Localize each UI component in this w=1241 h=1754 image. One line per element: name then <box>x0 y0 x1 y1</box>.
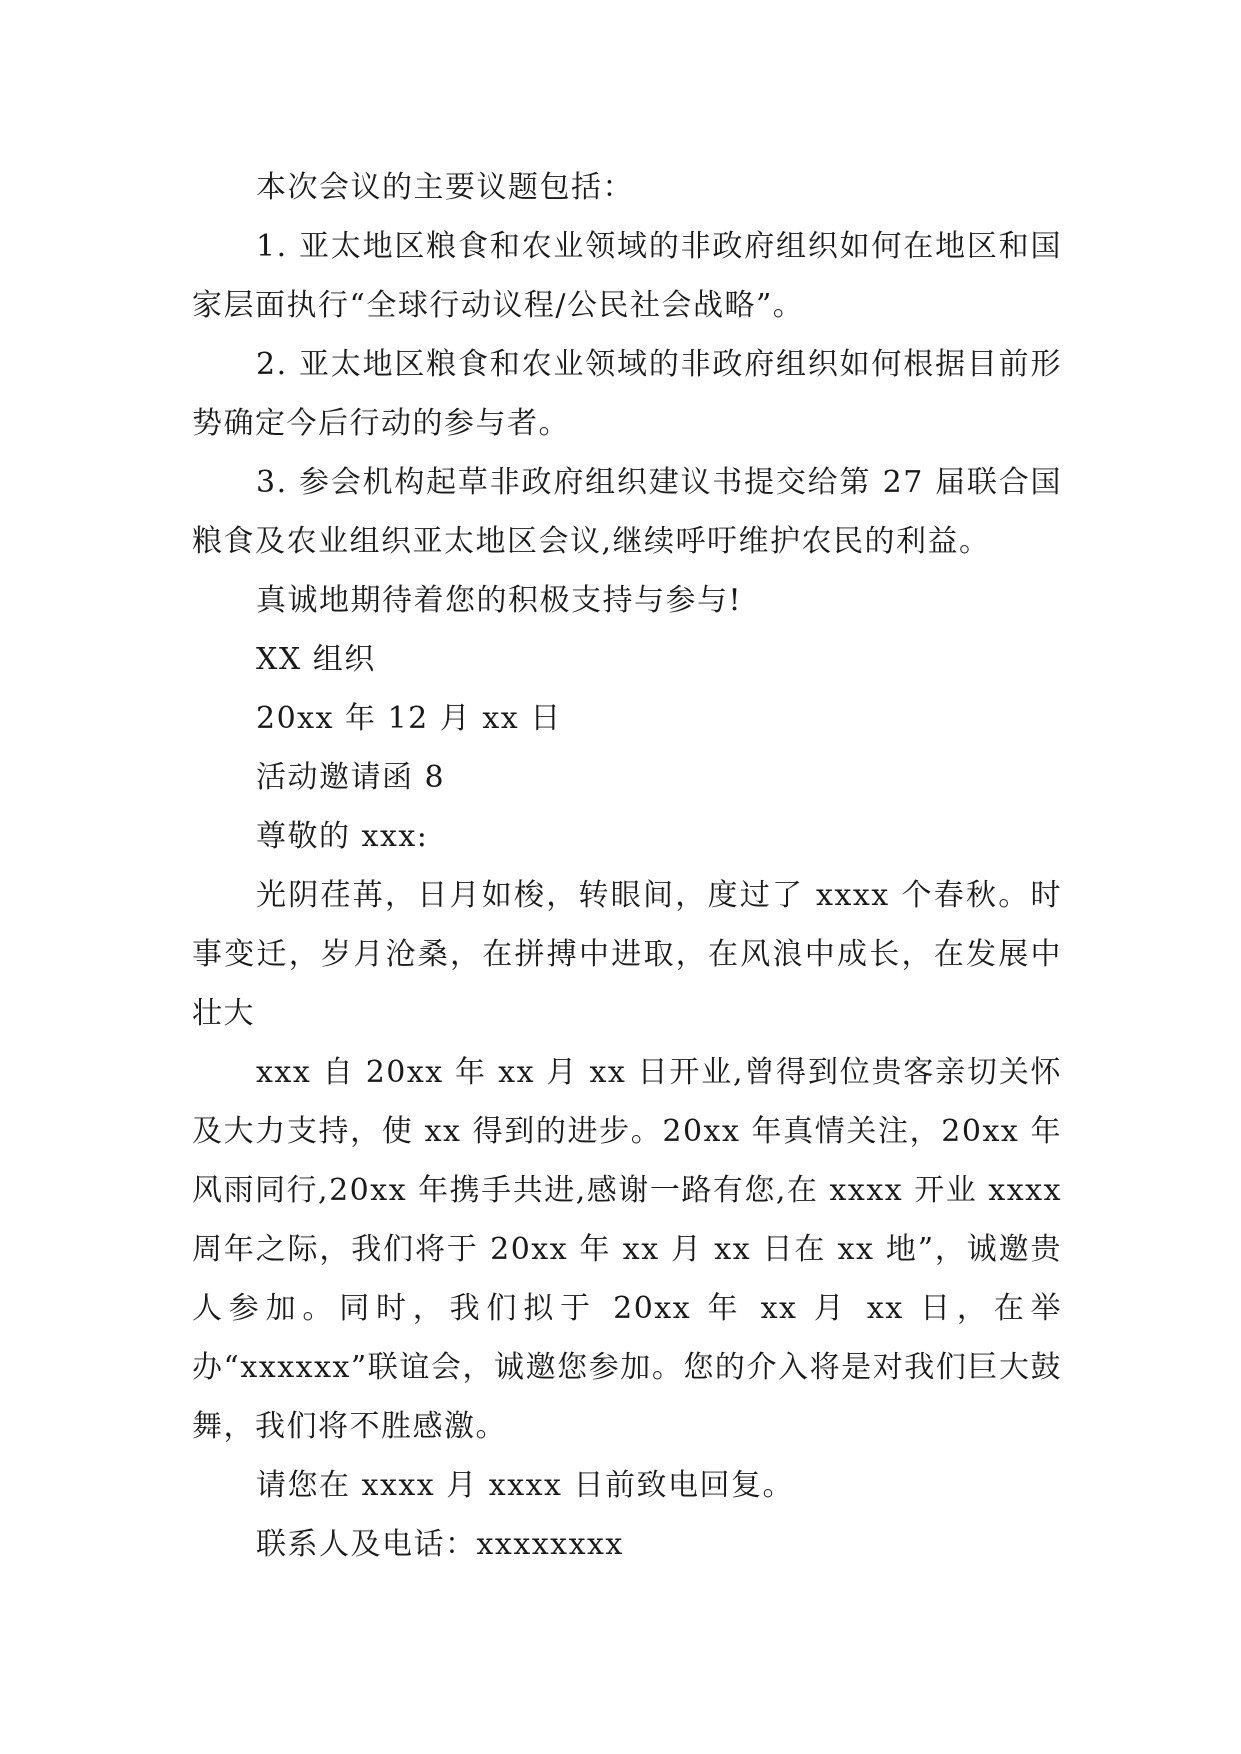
closing-line: 真诚地期待着您的积极支持与参与! <box>256 583 743 618</box>
agenda-intro: 本次会议的主要议题包括： <box>256 170 634 205</box>
contact-info: 联系人及电话：xxxxxxxx <box>256 1527 624 1562</box>
invitation-title: 活动邀请函 8 <box>256 760 446 795</box>
agenda-item-3: 3. 参会机构起草非政府组织建议书提交给第 27 届联合国粮食及农业组织亚太地区会议,继续呼吁维护农民的利益。 <box>192 465 1062 559</box>
rsvp-request: 请您在 xxxx 月 xxxx 日前致电回复。 <box>256 1468 794 1503</box>
agenda-item-2: 2. 亚太地区粮食和农业领域的非政府组织如何根据目前形势确定今后行动的参与者。 <box>192 347 1062 441</box>
signature-organization: XX 组织 <box>256 642 376 677</box>
body-paragraph-2: xxx 自 20xx 年 xx 月 xx 日开业,曾得到位贵客亲切关怀及大力支持，使 xx 得到的进步。20xx 年真情关注，20xx 年风雨同行,20xx 年携手共进,感谢一路有您,在 xxxx 开业 xxxx 周年之际，我们将于 20xx 年 xx 月 xx 日在 xx 地”，诚邀贵人参加。同时，我们拟于 20xx 年 xx 月 xx 日，在举办“xxxxxx”联谊会，诚邀您参加。您的介入将是对我们巨大鼓舞，我们将不胜感激。 <box>192 1055 1062 1444</box>
body-paragraph-1: 光阴荏苒，日月如梭，转眼间，度过了 xxxx 个春秋。时事变迁，岁月沧桑，在拼搏中进取，在风浪中成长，在发展中壮大 <box>192 878 1062 1031</box>
salutation: 尊敬的 xxx: <box>256 819 429 854</box>
signature-date: 20xx 年 12 月 xx 日 <box>256 701 562 736</box>
agenda-item-1: 1. 亚太地区粮食和农业领域的非政府组织如何在地区和国家层面执行“全球行动议程/公民社会战略”。 <box>192 229 1062 323</box>
document-body <box>192 158 1062 1574</box>
